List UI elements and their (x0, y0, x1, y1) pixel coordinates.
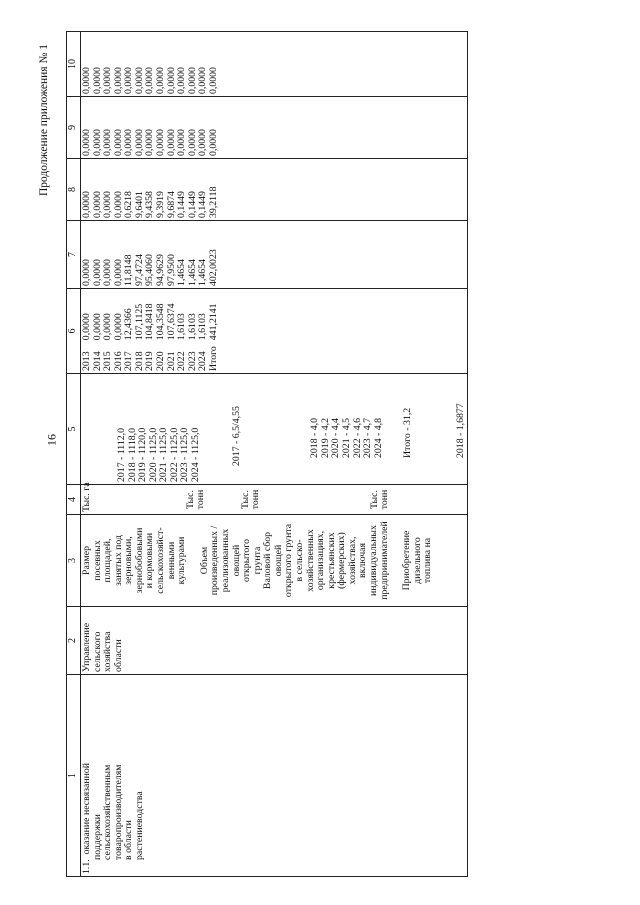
target-value: 2022 - 4,6 (351, 417, 363, 458)
col8-value: 0,6218 (123, 191, 135, 218)
indicator-name-line: хозяйствах, (346, 536, 358, 585)
col9-value: 0,0000 (207, 129, 219, 156)
cell-col10 (81, 32, 468, 97)
cell-col9 (81, 97, 468, 159)
year-label: 2020 (155, 351, 167, 371)
col8-value: 0,0000 (81, 191, 92, 218)
col6-value: 104,3548 (155, 303, 167, 341)
col-header-10: 10 (67, 32, 81, 97)
col9-value: 0,0000 (155, 129, 167, 156)
col-header-9: 9 (67, 97, 81, 159)
indicator-name-line: топлива на (422, 537, 434, 584)
indicator-name-line: зерновыми, (123, 536, 135, 585)
col8-value: 0,0000 (112, 191, 124, 218)
indicator-name-line: посевных (91, 540, 103, 581)
unit-label: Тыс. га (81, 482, 92, 512)
col6-value: 1,6103 (197, 313, 209, 341)
indicator-name-line: венными (165, 541, 177, 580)
indicator-name-line: открытого грунта (283, 523, 295, 598)
target-value: 2020 - 1125,0 (147, 427, 159, 482)
col10-value: 0,0000 (165, 67, 177, 94)
year-label: 2016 (112, 351, 124, 371)
indicator-name-line: крестьянских (325, 532, 337, 589)
unit-label: тонн (195, 489, 207, 510)
col6-value: 0,0000 (81, 313, 92, 341)
year-label: Итого (207, 346, 219, 371)
col8-value: 9,6874 (165, 191, 177, 218)
col6-value: 107,6374 (165, 303, 177, 341)
executor-line: сельского (91, 631, 103, 672)
col7-value: 1,4654 (176, 259, 188, 286)
indicator-name-line: организациях, (315, 530, 327, 591)
indicator-name-line: открытого (241, 539, 253, 583)
year-label: 2023 (186, 351, 198, 371)
indicator-name-line: (фермерских) (336, 532, 348, 589)
target-value: 2021 - 4,5 (340, 417, 352, 458)
col7-value: 1,4654 (197, 259, 209, 286)
indicator-name-line: хозяйственных (304, 529, 316, 592)
col7-values (82, 223, 220, 286)
cell-target-values (81, 374, 468, 485)
executor-line: области (112, 639, 124, 672)
col7-value: 94,9629 (155, 254, 167, 286)
cell-col6 (81, 289, 468, 374)
target-value: 2019 - 4,2 (319, 417, 331, 458)
col8-values (82, 161, 220, 218)
col6-value: 12,4366 (123, 308, 135, 341)
col9-values (82, 99, 220, 156)
target-value: 2018 - 4,0 (309, 417, 321, 458)
year-label: 2021 (165, 351, 177, 371)
unit-label: тонн (250, 489, 262, 510)
col10-value: 0,0000 (207, 67, 219, 94)
indicator-name-line: произведенных / (209, 525, 221, 596)
year-label: 2024 (197, 351, 209, 371)
cell-units (81, 482, 468, 515)
col9-value: 0,0000 (81, 129, 92, 156)
col8-value: 0,0000 (91, 191, 103, 218)
year-label: 2013 (81, 351, 92, 371)
indicator-name-line: и кормовыми (144, 532, 156, 589)
col9-value: 0,0000 (102, 129, 114, 156)
indicator-name-line: площадей, (102, 538, 114, 583)
target-value: 2018 - 1118,0 (126, 428, 138, 482)
year-label: 2017 (123, 351, 135, 371)
col6-value: 0,0000 (112, 313, 124, 341)
year-label: 2019 (144, 351, 156, 371)
year-label: 2014 (91, 351, 103, 371)
table-bottom-border (467, 32, 468, 877)
event-name-line: в области (123, 820, 135, 860)
col7-value: 0,0000 (81, 259, 92, 286)
col7-value: 11,8148 (123, 254, 135, 286)
row-number: 1.1. (81, 859, 92, 874)
year-label: 2018 (133, 351, 145, 371)
executor-line: хозяйства (102, 631, 114, 672)
target-value: 2017 - 1112,0 (116, 428, 127, 482)
unit-label: тонн (379, 489, 391, 510)
col-header-8: 8 (67, 159, 81, 221)
col6-value: 1,6103 (176, 313, 188, 341)
col6-value: 1,6103 (186, 313, 198, 341)
target-value: 2023 - 4,7 (362, 417, 374, 458)
target-value: 2022 - 1125,0 (168, 427, 180, 482)
target-value: 2021 - 1125,0 (158, 427, 170, 482)
col-header-2: 2 (67, 607, 81, 675)
col10-value: 0,0000 (123, 67, 135, 94)
indicator-name-line: дизельного (411, 537, 423, 584)
table-row (81, 32, 468, 877)
col8-value: 0,1449 (186, 191, 198, 218)
indicator-name-line: зернобобовыми (133, 527, 145, 594)
col10-value: 0,0000 (155, 67, 167, 94)
event-name-line: растениеводства (133, 791, 145, 860)
target-value: 2017 - 6,5/4,55 (230, 406, 242, 466)
indicator-name-line: Размер (81, 546, 92, 575)
col7-value: 1,4654 (186, 259, 198, 286)
target-value: 2019 - 1120,0 (137, 427, 149, 482)
indicator-name-line: овощей (272, 544, 284, 577)
indicator-name-line: сельскохозяйст- (155, 527, 167, 594)
cell-indicators (81, 515, 468, 607)
col7-value: 0,0000 (112, 259, 124, 286)
col8-value: 0,1449 (176, 191, 188, 218)
col6-values (82, 303, 220, 340)
indicator-name-line: культурами (176, 536, 188, 585)
col7-value: 95,4060 (144, 254, 156, 286)
col7-value: 97,9500 (165, 254, 177, 286)
program-table (66, 31, 468, 877)
years-list (82, 346, 220, 371)
continuation-title: Продолжение приложения № 1 (38, 43, 50, 197)
column-number-header (67, 32, 81, 877)
col-header-6: 6 (67, 289, 81, 374)
col10-value: 0,0000 (186, 67, 198, 94)
cell-col7 (81, 221, 468, 289)
col10-values (82, 34, 220, 94)
indicator-name-line: Объем (198, 546, 210, 575)
col10-value: 0,0000 (176, 67, 188, 94)
target-value: 2024 - 1125,0 (190, 427, 202, 482)
col9-value: 0,0000 (186, 129, 198, 156)
indicator-name-line: Приобретение (401, 530, 413, 591)
cell-col8 (81, 159, 468, 221)
indicator-name-line: овощей (230, 544, 242, 577)
col10-value: 0,0000 (91, 67, 103, 94)
col-header-3: 3 (67, 515, 81, 607)
col6-value: 104,8418 (144, 303, 156, 341)
col10-value: 0,0000 (144, 67, 156, 94)
col10-value: 0,0000 (197, 67, 209, 94)
event-name-line: товаропроизводителям (112, 764, 124, 860)
indicator-name-line: грунта (251, 546, 263, 575)
col9-value: 0,0000 (197, 129, 209, 156)
col-header-1: 1 (67, 675, 81, 877)
col6-value: 0,0000 (102, 313, 114, 341)
year-label: 2015 (102, 351, 114, 371)
indicator-name-line: Валовой сбор (262, 531, 274, 590)
col9-value: 0,0000 (165, 129, 177, 156)
col9-value: 0,0000 (176, 129, 188, 156)
col10-value: 0,0000 (112, 67, 124, 94)
rotated-table-wrapper (66, 32, 618, 877)
col10-value: 0,0000 (81, 67, 92, 94)
unit-label: Тыс. (184, 490, 196, 509)
indicator-name-line: включая (357, 543, 369, 579)
col9-value: 0,0000 (133, 129, 145, 156)
year-label: 2022 (176, 351, 188, 371)
col7-value: 0,0000 (91, 259, 103, 286)
executor-line: Управление (81, 622, 92, 672)
col6-value: 441,2141 (207, 303, 219, 341)
col-header-4: 4 (67, 485, 81, 515)
event-name-line: поддержки (91, 814, 103, 860)
col8-value: 9,3919 (155, 191, 167, 218)
indicator-name-line: в сельско- (293, 539, 305, 582)
col-header-5: 5 (67, 374, 81, 485)
target-value: 2023 - 1125,0 (179, 427, 191, 482)
target-total: Итого - 31,2 (402, 407, 414, 458)
page-number: 16 (44, 434, 59, 446)
unit-label: Тыс. (239, 490, 251, 509)
col-header-7: 7 (67, 221, 81, 289)
col8-value: 9,6401 (133, 191, 145, 218)
target-value: 2018 - 1,6877 (454, 403, 466, 458)
cell-executor (81, 607, 468, 675)
target-value: 2024 - 4,8 (372, 417, 384, 458)
col8-value: 0,1449 (197, 191, 209, 218)
indicator-name-line: индивидуальных (368, 525, 380, 596)
col7-value: 97,4724 (133, 254, 145, 286)
col8-value: 39,2118 (207, 186, 219, 218)
col7-value: 0,0000 (102, 259, 114, 286)
unit-label: Тыс. (368, 490, 380, 509)
cell-event (81, 675, 468, 877)
indicator-name-line: реализованных (219, 528, 231, 593)
col6-value: 0,0000 (91, 313, 103, 341)
col9-value: 0,0000 (144, 129, 156, 156)
indicator-name-line: предпринимателей (378, 521, 390, 600)
col9-value: 0,0000 (112, 129, 124, 156)
col10-value: 0,0000 (102, 67, 114, 94)
col6-value: 107,1125 (133, 303, 145, 341)
col9-value: 0,0000 (91, 129, 103, 156)
event-name-line: оказание несвязанной (81, 762, 92, 855)
col8-value: 9,4358 (144, 191, 156, 218)
col8-value: 0,0000 (102, 191, 114, 218)
indicator-name-line: занятых под (112, 534, 124, 587)
col9-value: 0,0000 (123, 129, 135, 156)
event-name-line: сельскохозяйственным (102, 764, 114, 860)
col10-value: 0,0000 (133, 67, 145, 94)
col7-value: 402,0023 (207, 249, 219, 286)
target-value: 2020 - 4,4 (330, 417, 342, 458)
